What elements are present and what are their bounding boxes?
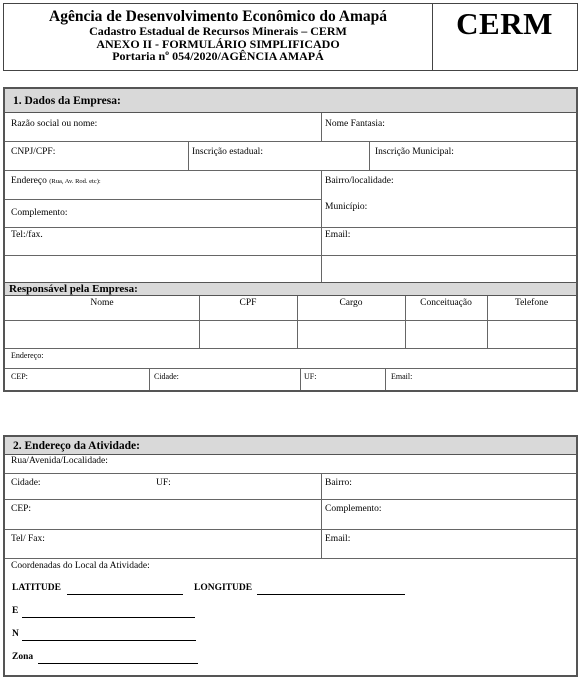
section-1-title: 1. Dados da Empresa: bbox=[5, 89, 576, 113]
cerm-code: CERM bbox=[456, 6, 553, 41]
atividade-tel-field[interactable]: Tel/ Fax: bbox=[11, 534, 45, 544]
column-cargo: Cargo bbox=[339, 298, 363, 308]
longitude-label: LONGITUDE bbox=[194, 583, 253, 593]
column-cpf: CPF bbox=[239, 298, 257, 308]
inscricao-municipal-field[interactable]: Inscrição Municipal: bbox=[375, 147, 454, 157]
municipio-field[interactable]: Município: bbox=[325, 202, 368, 212]
email-field[interactable]: Email: bbox=[325, 230, 351, 240]
latitude-input-line[interactable] bbox=[67, 594, 183, 595]
latitude-label: LATITUDE bbox=[12, 583, 61, 593]
cerm-code-box bbox=[432, 4, 577, 70]
cadastro-title: Cadastro Estadual de Recursos Minerais – CERM bbox=[89, 24, 347, 38]
n-label: N bbox=[12, 629, 19, 639]
header-titles bbox=[4, 4, 433, 70]
responsavel-endereco-field[interactable]: Endereço: bbox=[11, 351, 44, 360]
bairro-field[interactable]: Bairro/localidade: bbox=[325, 176, 394, 186]
section-2-title: 2. Endereço da Atividade: bbox=[5, 437, 576, 455]
section-dados-empresa bbox=[3, 87, 578, 392]
atividade-uf-field[interactable]: UF: bbox=[156, 478, 171, 488]
column-telefone: Telefone bbox=[514, 298, 549, 308]
tel-fax-field[interactable]: Tel:/fax. bbox=[11, 230, 43, 240]
razao-social-field[interactable]: Razão social ou nome: bbox=[11, 119, 98, 129]
anexo-title: ANEXO II - FORMULÁRIO SIMPLIFICADO bbox=[96, 36, 340, 51]
responsavel-email-field[interactable]: Email: bbox=[391, 372, 413, 381]
zona-label: Zona bbox=[12, 652, 34, 662]
column-conceituacao: Conceituação bbox=[420, 298, 472, 308]
longitude-input-line[interactable] bbox=[257, 594, 405, 595]
nome-fantasia-field[interactable]: Nome Fantasia: bbox=[325, 119, 385, 129]
responsavel-title: Responsável pela Empresa: bbox=[5, 282, 576, 296]
responsavel-cep-field[interactable]: CEP: bbox=[11, 372, 28, 381]
cnpj-field[interactable]: CNPJ/CPF: bbox=[11, 147, 56, 157]
endereco-field[interactable] bbox=[11, 176, 101, 187]
atividade-email-field[interactable]: Email: bbox=[325, 534, 351, 544]
e-label: E bbox=[12, 606, 19, 616]
rua-field[interactable]: Rua/Avenida/Localidade: bbox=[11, 456, 108, 466]
coordenadas-label: Coordenadas do Local da Atividade: bbox=[11, 561, 150, 571]
e-input-line[interactable] bbox=[22, 617, 195, 618]
atividade-complemento-field[interactable]: Complemento: bbox=[325, 504, 382, 514]
form-header bbox=[3, 3, 578, 71]
endereco-hint: (Rua, Av. Rod. etc): bbox=[49, 178, 101, 185]
atividade-bairro-field[interactable]: Bairro: bbox=[325, 478, 352, 488]
section-endereco-atividade bbox=[3, 435, 578, 677]
inscricao-estadual-field[interactable]: Inscrição estadual: bbox=[192, 147, 263, 157]
atividade-cep-field[interactable]: CEP: bbox=[11, 504, 32, 514]
column-nome: Nome bbox=[90, 298, 114, 308]
atividade-cidade-field[interactable]: Cidade: bbox=[11, 478, 41, 488]
complemento-field[interactable]: Complemento: bbox=[11, 208, 68, 218]
portaria-title: Portaria nº 054/2020/AGÊNCIA AMAPÁ bbox=[112, 49, 324, 63]
responsavel-uf-field[interactable]: UF: bbox=[304, 372, 317, 381]
responsavel-cidade-field[interactable]: Cidade: bbox=[154, 372, 179, 381]
n-input-line[interactable] bbox=[22, 640, 196, 641]
agency-name: Agência de Desenvolvimento Econômico do Amapá bbox=[49, 8, 387, 25]
endereco-label: Endereço bbox=[11, 176, 47, 186]
zona-input-line[interactable] bbox=[38, 663, 198, 664]
